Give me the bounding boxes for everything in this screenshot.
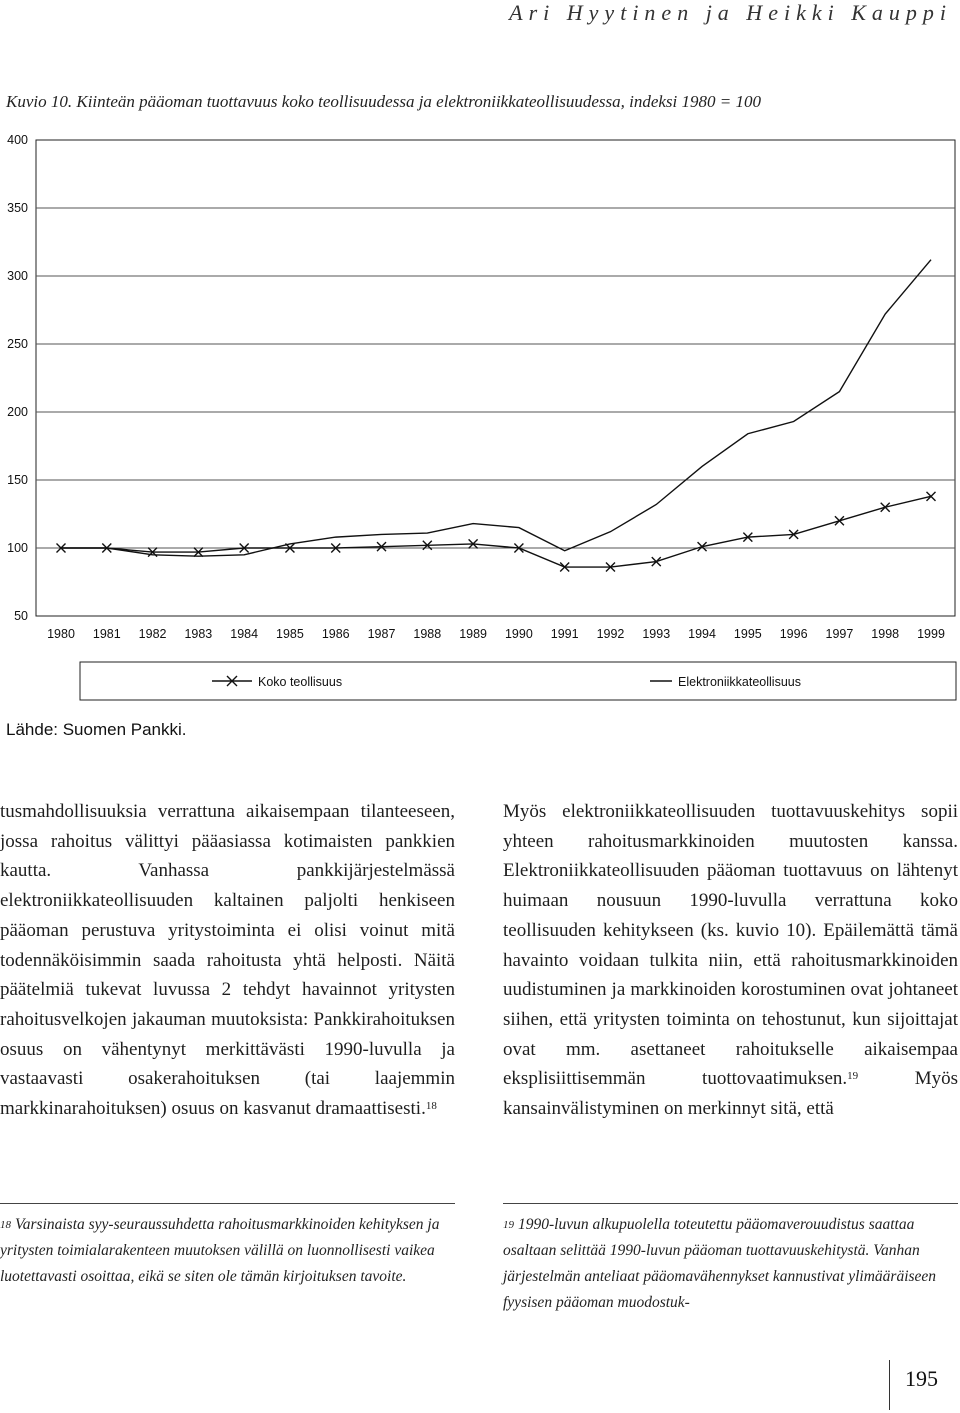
x-tick-label: 1983 [184, 627, 213, 641]
legend-box [80, 662, 956, 700]
y-axis [7, 133, 28, 623]
series-line-elektroniikkateollisuus [61, 260, 931, 556]
x-tick-label: 1994 [688, 627, 716, 641]
footnote-ref-18: 18 [425, 1100, 437, 1113]
x-tick-label: 1999 [917, 627, 945, 641]
x-tick-label: 1995 [733, 627, 762, 641]
running-head: Ari Hyytinen ja Heikki Kauppi [509, 0, 952, 25]
x-tick-label: 1987 [367, 627, 396, 641]
body-column-left [0, 797, 455, 1124]
y-tick-label: 300 [7, 269, 28, 283]
x-tick-label: 1986 [321, 627, 350, 641]
data-point-marker [927, 492, 936, 501]
y-tick-label: 350 [7, 201, 28, 215]
footnote-19 [503, 1212, 958, 1316]
body-text-right-b: Myös kansainvälistyminen on merkinnyt sitä, että [503, 1068, 958, 1120]
chart-legend [80, 662, 956, 700]
x-tick-label: 1984 [230, 627, 259, 641]
data-point-marker [835, 516, 844, 525]
x-tick-label: 1990 [504, 627, 533, 641]
x-tick-label: 1998 [871, 627, 900, 641]
body-text-left: tusmahdollisuuksia verrattuna aikaisempaan tilanteeseen, jossa rahoitus välittyi pääasiassa kotimaisten pankkien kautta. Vanhassa pankkijärjestelmässä elektroniikkateollisuuden kaltainen paljolti henkiseen pääoman perustuva yritystoiminta ei olisi voinut mitä todennäköisimmin saada rahoitusta yhtä helposti. Näitä päätelmiä tukevat luvussa 2 tehdyt havainnot yritysten rahoitusvelkojen jakauman muutoksista: Pankkirahoituksen osuus on vähentynyt merkittävästi 1990-luvulla ja vastaavasti osakerahoituksen (tai laajemmin markkinarahoituksen) osuus on kasvanut dramaattisesti. [0, 801, 455, 1120]
y-tick-label: 50 [14, 609, 28, 623]
x-tick-label: 1997 [825, 627, 854, 641]
x-tick-label: 1989 [459, 627, 488, 641]
y-tick-label: 400 [7, 133, 28, 147]
footnote-18 [0, 1212, 455, 1290]
page-number-rule [889, 1360, 890, 1410]
chart-gridlines [36, 140, 955, 616]
page-number: 195 [905, 1366, 938, 1391]
legend-label: Koko teollisuus [258, 675, 343, 689]
line-chart [0, 128, 960, 708]
body-text-right-a: Myös elektroniikkateollisuuden tuottavuuskehitys sopii yhteen rahoitusmarkkinoiden muutosten kanssa. Elektroniikkateollisuuden pääoman tuottavuus on lähtenyt huimaan nousuun 1990-luvulla verrattuna koko teollisuuden kehitykseen (ks. kuvio 10). Epäilemättä tämä havainto voidaan tulkita niin, että rahoitusmarkkinoiden uudistuminen ja markkinoiden korostuminen ovat johtaneet siihen, että yritysten toiminta on tehostunut, kun sijoittajat ovat mm. asettaneet rahoitukselle aikaisempaa eksplisiittisemmän tuottovaatimuksen. [503, 801, 958, 1090]
footnote-text: 1990-luvun alkupuolella toteutettu pääomaverouudistus saattaa osaltaan selittää 1990-luvun pääoman tuottavuuskehitystä. Vanhan järjestelmän anteliaat pääomavähennykset kannustivat ylimääräiseen fyysisen pääoman muodostuk- [503, 1216, 937, 1311]
legend-label: Elektroniikkateollisuus [678, 675, 801, 689]
chart-series [57, 260, 936, 572]
figure-caption: Kuvio 10. Kiinteän pääoman tuottavuus koko teollisuudessa ja elektroniikkateollisuudessa, indeksi 1980 = 100 [6, 92, 761, 111]
footnote-ref-19: 19 [847, 1070, 859, 1083]
x-tick-label: 1996 [779, 627, 808, 641]
x-tick-label: 1981 [92, 627, 121, 641]
x-tick-label: 1988 [413, 627, 442, 641]
x-tick-label: 1992 [596, 627, 625, 641]
x-axis [47, 627, 945, 641]
x-tick-label: 1982 [138, 627, 167, 641]
x-tick-label: 1980 [47, 627, 75, 641]
figure-source: Lähde: Suomen Pankki. [6, 720, 187, 739]
y-tick-label: 150 [7, 473, 28, 487]
footnote-number: 18 [0, 1219, 11, 1231]
footnote-text: Varsinaista syy-seuraussuhdetta rahoitusmarkkinoiden kehityksen ja yritysten toimialarakenteen muutoksen välillä on luonnollisesti vaikea luotettavasti osoittaa, eikä se siten ole tämän kirjoituksen tavoite. [0, 1216, 440, 1285]
footnote-rule-right [503, 1203, 958, 1204]
body-column-right [503, 797, 958, 1124]
y-tick-label: 100 [7, 541, 28, 555]
x-tick-label: 1991 [550, 627, 579, 641]
x-tick-label: 1985 [276, 627, 304, 641]
y-tick-label: 200 [7, 405, 28, 419]
footnote-number: 19 [503, 1219, 514, 1231]
y-tick-label: 250 [7, 337, 28, 351]
data-point-marker [881, 503, 890, 512]
x-tick-label: 1993 [642, 627, 671, 641]
footnote-rule-left [0, 1203, 455, 1204]
plot-frame [36, 140, 955, 616]
